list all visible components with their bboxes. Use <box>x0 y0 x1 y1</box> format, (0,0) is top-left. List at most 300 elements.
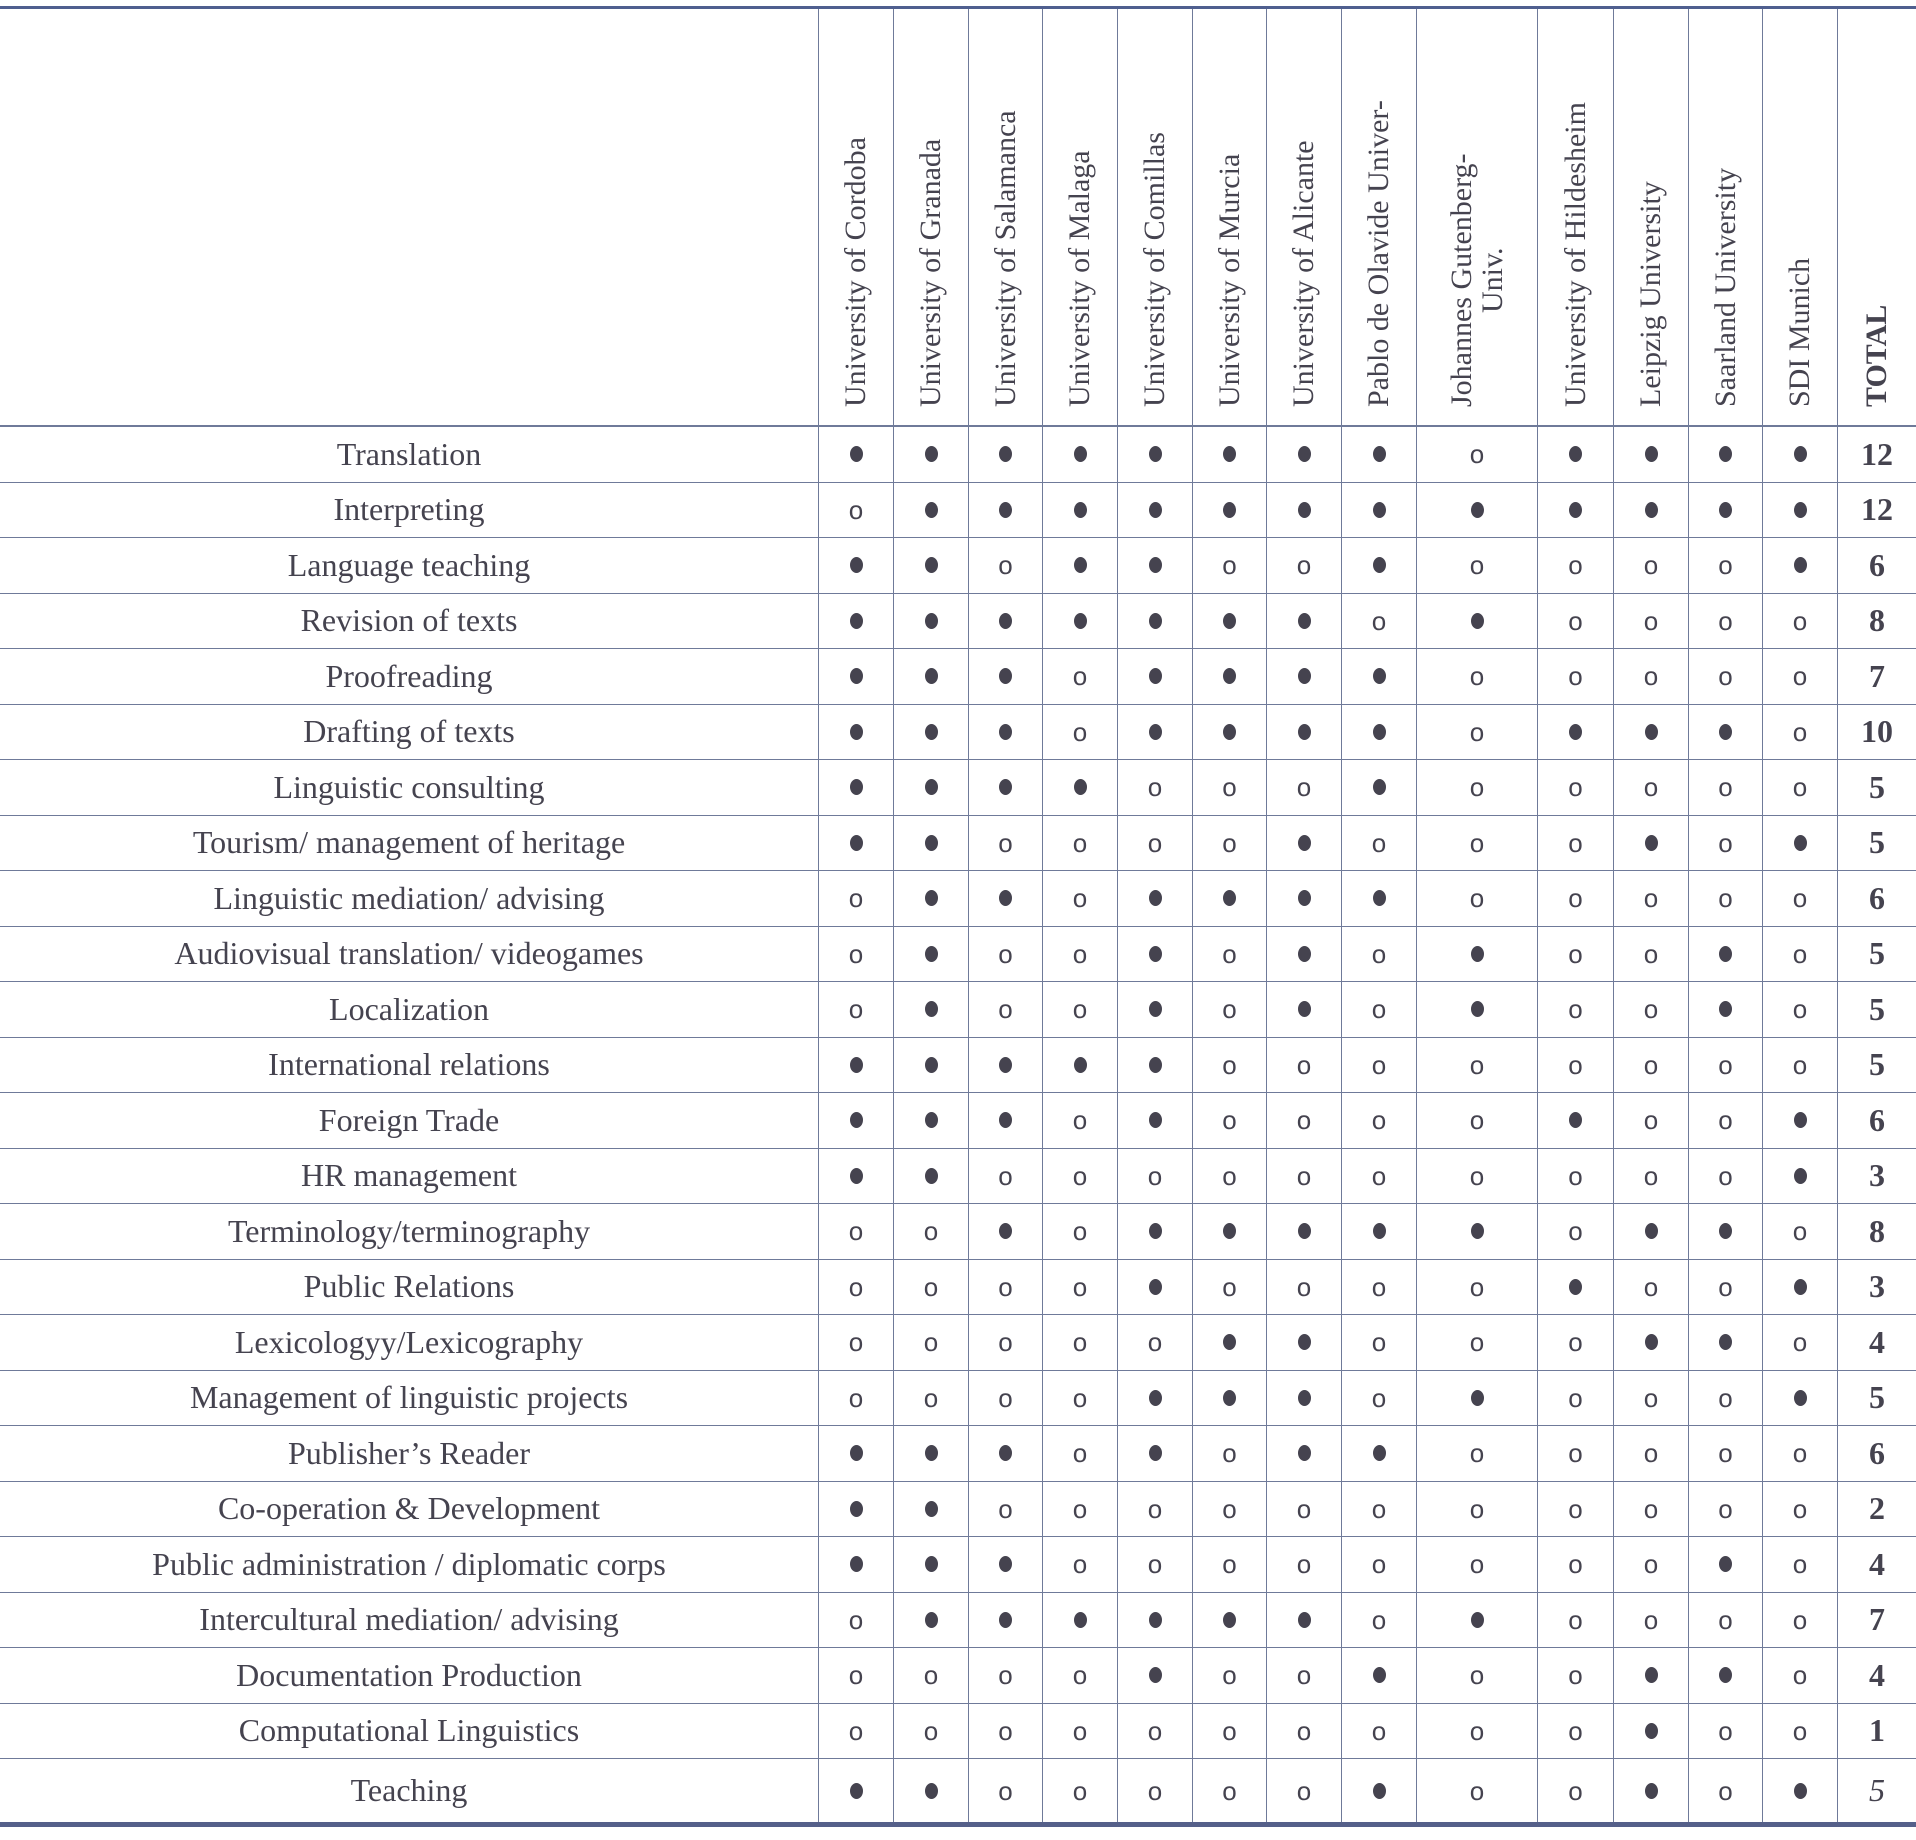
cell-no <box>1192 927 1266 982</box>
table-row <box>0 816 1916 872</box>
cell-no <box>1416 816 1537 871</box>
row-total-value: 5 <box>1869 824 1885 861</box>
filled-dot-icon <box>925 613 938 629</box>
filled-dot-icon <box>1794 557 1807 573</box>
row-label: Linguistic mediation/ advising <box>213 879 605 916</box>
empty-mark: o <box>1072 1160 1088 1191</box>
empty-mark: o <box>1072 1775 1088 1806</box>
empty-mark: o <box>1792 883 1808 914</box>
empty-mark: o <box>998 1493 1013 1524</box>
cell-no <box>1266 1704 1341 1759</box>
cell-no <box>1042 1260 1117 1315</box>
cell-no <box>1537 1204 1613 1259</box>
cell-yes <box>1266 483 1341 538</box>
empty-mark: o <box>1072 1715 1088 1746</box>
cell-yes <box>818 594 893 649</box>
cell-yes <box>1341 705 1416 760</box>
filled-dot-icon <box>1794 446 1807 462</box>
empty-mark: o <box>1469 1715 1485 1746</box>
filled-dot-icon <box>1074 613 1087 629</box>
cell-no <box>1192 1482 1266 1537</box>
filled-dot-icon <box>925 779 938 795</box>
empty-mark: o <box>1072 994 1088 1025</box>
filled-dot-icon <box>1074 1612 1087 1628</box>
cell-yes <box>1613 1704 1688 1759</box>
empty-mark: o <box>1469 883 1485 914</box>
empty-mark: o <box>848 1271 864 1302</box>
empty-mark: o <box>1718 1049 1733 1080</box>
cell-no <box>1537 1704 1613 1759</box>
cell-no <box>1613 1482 1688 1537</box>
cell-yes <box>893 1537 968 1592</box>
row-total-value: 6 <box>1869 1434 1885 1471</box>
empty-mark: o <box>1072 1327 1088 1358</box>
filled-dot-icon <box>850 1168 863 1184</box>
empty-mark: o <box>1222 550 1237 581</box>
filled-dot-icon <box>1298 1390 1311 1406</box>
cell-yes <box>1117 483 1192 538</box>
cell-no <box>1762 1537 1837 1592</box>
cell-no <box>1192 760 1266 815</box>
cell-yes <box>1117 705 1192 760</box>
filled-dot-icon <box>925 1783 938 1799</box>
cell-no <box>968 1315 1042 1370</box>
filled-dot-icon <box>925 1445 938 1461</box>
cell-no <box>893 1371 968 1426</box>
empty-mark: o <box>1643 938 1659 969</box>
cell-no <box>1688 649 1762 704</box>
cell-no <box>1688 1038 1762 1093</box>
cell-no <box>1762 1482 1837 1537</box>
filled-dot-icon <box>1298 502 1311 518</box>
empty-mark: o <box>1469 827 1485 858</box>
filled-dot-icon <box>1373 890 1386 906</box>
empty-mark: o <box>1718 605 1733 636</box>
cell-no <box>1192 816 1266 871</box>
cell-yes <box>1117 871 1192 926</box>
filled-dot-icon <box>1471 1001 1484 1017</box>
filled-dot-icon <box>1223 724 1236 740</box>
filled-dot-icon <box>1645 446 1658 462</box>
cell-no <box>968 1704 1042 1759</box>
table-row <box>0 594 1916 650</box>
empty-mark: o <box>1792 772 1808 803</box>
cell-no <box>1042 1759 1117 1822</box>
column-header <box>1341 9 1416 425</box>
cell-yes <box>818 427 893 482</box>
filled-dot-icon <box>1645 1723 1658 1739</box>
filled-dot-icon <box>999 1112 1012 1128</box>
cell-yes <box>818 1149 893 1204</box>
filled-dot-icon <box>925 668 938 684</box>
filled-dot-icon <box>850 446 863 462</box>
filled-dot-icon <box>925 946 938 962</box>
cell-no <box>1416 760 1537 815</box>
empty-mark: o <box>848 994 864 1025</box>
cell-yes <box>1416 1204 1537 1259</box>
filled-dot-icon <box>925 1112 938 1128</box>
row-label: Publisher’s Reader <box>287 1434 531 1471</box>
empty-mark: o <box>1469 1493 1485 1524</box>
cell-no <box>893 1260 968 1315</box>
filled-dot-icon <box>1074 557 1087 573</box>
cell-no <box>1192 1260 1266 1315</box>
filled-dot-icon <box>1149 613 1162 629</box>
row-total-value: 7 <box>1869 657 1885 694</box>
empty-mark: o <box>1222 1493 1237 1524</box>
empty-mark: o <box>1568 1493 1583 1524</box>
cell-no <box>1613 982 1688 1037</box>
row-total <box>1837 927 1916 982</box>
empty-mark: o <box>998 1271 1013 1302</box>
cell-no <box>1762 927 1837 982</box>
row-total <box>1837 1593 1916 1648</box>
filled-dot-icon <box>925 557 938 573</box>
column-header-label: Leipzig University <box>1634 181 1667 407</box>
cell-no <box>893 1204 968 1259</box>
empty-mark: o <box>1072 1549 1088 1580</box>
row-total <box>1837 1704 1916 1759</box>
column-header <box>1042 9 1117 425</box>
table-row <box>0 1260 1916 1316</box>
filled-dot-icon <box>1074 1057 1087 1073</box>
row-label: Drafting of texts <box>303 713 515 750</box>
cell-yes <box>968 760 1042 815</box>
empty-mark: o <box>1718 827 1733 858</box>
filled-dot-icon <box>1074 779 1087 795</box>
cell-no <box>1613 594 1688 649</box>
cell-no <box>1192 1759 1266 1822</box>
filled-dot-icon <box>1149 1057 1162 1073</box>
cell-no <box>1266 1149 1341 1204</box>
filled-dot-icon <box>1298 890 1311 906</box>
empty-mark: o <box>1222 827 1237 858</box>
row-total-value: 12 <box>1861 491 1893 528</box>
cell-no <box>818 1648 893 1703</box>
cell-no <box>968 1759 1042 1822</box>
cell-no <box>968 1260 1042 1315</box>
filled-dot-icon <box>999 1556 1012 1572</box>
cell-no <box>1537 927 1613 982</box>
cell-no <box>1117 816 1192 871</box>
cell-no <box>1416 1038 1537 1093</box>
cell-no <box>1192 1426 1266 1481</box>
row-total <box>1837 760 1916 815</box>
row-label: Public Relations <box>303 1268 515 1305</box>
filled-dot-icon <box>1373 446 1386 462</box>
filled-dot-icon <box>925 1168 938 1184</box>
empty-mark: o <box>1469 1049 1485 1080</box>
row-total <box>1837 1038 1916 1093</box>
filled-dot-icon <box>1719 946 1732 962</box>
cell-no <box>1762 1038 1837 1093</box>
cell-no <box>1416 427 1537 482</box>
filled-dot-icon <box>1149 724 1162 740</box>
empty-mark: o <box>1469 1160 1485 1191</box>
filled-dot-icon <box>1794 1390 1807 1406</box>
filled-dot-icon <box>925 502 938 518</box>
cell-no <box>1266 1482 1341 1537</box>
cell-no <box>1613 1426 1688 1481</box>
empty-mark: o <box>1371 1382 1387 1413</box>
cell-yes <box>968 1093 1042 1148</box>
cell-yes <box>1266 1426 1341 1481</box>
cell-yes <box>893 538 968 593</box>
cell-yes <box>1537 483 1613 538</box>
row-total <box>1837 538 1916 593</box>
empty-mark: o <box>1469 1438 1485 1469</box>
cell-yes <box>1341 427 1416 482</box>
filled-dot-icon <box>925 835 938 851</box>
column-header-label: Johannes Gutenberg- Univ. <box>1445 153 1509 407</box>
empty-mark: o <box>1792 1549 1808 1580</box>
cell-no <box>1266 1260 1341 1315</box>
empty-mark: o <box>1371 605 1387 636</box>
filled-dot-icon <box>850 668 863 684</box>
filled-dot-icon <box>999 1612 1012 1628</box>
filled-dot-icon <box>850 613 863 629</box>
cell-no <box>1613 1537 1688 1592</box>
empty-mark: o <box>1568 1438 1583 1469</box>
cell-yes <box>1117 1426 1192 1481</box>
empty-mark: o <box>1469 550 1485 581</box>
cell-yes <box>893 1093 968 1148</box>
cell-no <box>1537 1315 1613 1370</box>
cell-yes <box>968 1038 1042 1093</box>
cell-no <box>1688 1260 1762 1315</box>
column-header <box>818 9 893 425</box>
cell-yes <box>1416 927 1537 982</box>
cell-no <box>1762 1593 1837 1648</box>
column-header-label: SDI Munich <box>1783 257 1816 407</box>
cell-yes <box>818 1093 893 1148</box>
empty-mark: o <box>1371 1715 1387 1746</box>
filled-dot-icon <box>999 1445 1012 1461</box>
cell-no <box>1266 1038 1341 1093</box>
empty-mark: o <box>1792 938 1808 969</box>
empty-mark: o <box>1147 1715 1163 1746</box>
cell-no <box>1341 982 1416 1037</box>
table-row <box>0 1038 1916 1094</box>
empty-mark: o <box>848 883 864 914</box>
cell-no <box>968 1371 1042 1426</box>
row-total <box>1837 871 1916 926</box>
cell-no <box>968 927 1042 982</box>
empty-mark: o <box>1147 1493 1163 1524</box>
empty-mark: o <box>1296 550 1312 581</box>
cell-no <box>818 871 893 926</box>
cell-yes <box>1341 871 1416 926</box>
cell-yes <box>1192 1204 1266 1259</box>
cell-no <box>1416 1537 1537 1592</box>
empty-mark: o <box>1296 1493 1312 1524</box>
cell-no <box>818 1260 893 1315</box>
empty-mark: o <box>1718 661 1733 692</box>
cell-no <box>1762 1426 1837 1481</box>
empty-mark: o <box>998 1160 1013 1191</box>
cell-no <box>1042 1315 1117 1370</box>
cell-no <box>1042 1482 1117 1537</box>
filled-dot-icon <box>1223 668 1236 684</box>
cell-no <box>1042 1204 1117 1259</box>
row-total <box>1837 1315 1916 1370</box>
column-header <box>893 9 968 425</box>
filled-dot-icon <box>1298 724 1311 740</box>
empty-mark: o <box>1568 827 1583 858</box>
empty-mark: o <box>1792 716 1808 747</box>
cell-no <box>1537 1537 1613 1592</box>
table-row <box>0 427 1916 483</box>
filled-dot-icon <box>1471 1223 1484 1239</box>
cell-no <box>893 1704 968 1759</box>
cell-yes <box>818 649 893 704</box>
cell-yes <box>1117 1038 1192 1093</box>
empty-mark: o <box>923 1660 939 1691</box>
column-header-label: University of Hildesheim <box>1558 102 1592 407</box>
empty-mark: o <box>1643 1493 1659 1524</box>
empty-mark: o <box>1147 827 1163 858</box>
cell-yes <box>893 760 968 815</box>
row-total-value: 10 <box>1861 713 1893 750</box>
cell-yes <box>1341 1204 1416 1259</box>
row-total-value: 12 <box>1861 435 1893 472</box>
cell-no <box>1762 1204 1837 1259</box>
cell-no <box>968 1149 1042 1204</box>
cell-no <box>1192 1149 1266 1204</box>
cell-yes <box>1266 1204 1341 1259</box>
cell-no <box>1341 1537 1416 1592</box>
cell-no <box>1341 927 1416 982</box>
filled-dot-icon <box>999 724 1012 740</box>
row-label: Terminology/terminography <box>227 1212 591 1249</box>
cell-no <box>1266 1648 1341 1703</box>
cell-yes <box>968 594 1042 649</box>
cell-no <box>1537 1593 1613 1648</box>
cell-yes <box>1416 1593 1537 1648</box>
empty-mark: o <box>848 1604 864 1635</box>
cell-yes <box>1266 1593 1341 1648</box>
empty-mark: o <box>1296 1105 1312 1136</box>
cell-yes <box>1042 760 1117 815</box>
row-total-value: 4 <box>1869 1545 1885 1582</box>
filled-dot-icon <box>1569 1112 1582 1128</box>
header-row <box>0 9 1916 427</box>
filled-dot-icon <box>999 446 1012 462</box>
filled-dot-icon <box>1569 1279 1582 1295</box>
column-header-label: University of Salamanca <box>988 110 1022 407</box>
column-header-label: University of Murcia <box>1212 153 1246 407</box>
filled-dot-icon <box>1719 446 1732 462</box>
cell-no <box>1613 1093 1688 1148</box>
empty-mark: o <box>1792 661 1808 692</box>
empty-mark: o <box>1371 1105 1387 1136</box>
empty-mark: o <box>1792 1438 1808 1469</box>
empty-mark: o <box>1222 1105 1237 1136</box>
row-label: Localization <box>329 990 489 1027</box>
cell-no <box>1042 982 1117 1037</box>
cell-yes <box>1688 927 1762 982</box>
empty-mark: o <box>1371 1549 1387 1580</box>
column-header-label: University of Alicante <box>1287 140 1320 407</box>
cell-no <box>1416 649 1537 704</box>
column-header <box>968 9 1042 425</box>
filled-dot-icon <box>925 446 938 462</box>
empty-mark: o <box>1147 1160 1163 1191</box>
cell-yes <box>1266 705 1341 760</box>
row-label: Computational Linguistics <box>238 1712 580 1749</box>
filled-dot-icon <box>1149 1445 1162 1461</box>
cell-no <box>1537 649 1613 704</box>
empty-mark: o <box>1296 1160 1312 1191</box>
cell-no <box>1117 1315 1192 1370</box>
filled-dot-icon <box>1719 502 1732 518</box>
filled-dot-icon <box>1223 502 1236 518</box>
empty-mark: o <box>1792 1604 1808 1635</box>
cell-yes <box>1192 594 1266 649</box>
row-total-value: 6 <box>1869 879 1885 916</box>
filled-dot-icon <box>1719 1001 1732 1017</box>
table-row <box>0 1593 1916 1649</box>
empty-mark: o <box>1469 1660 1485 1691</box>
cell-no <box>818 483 893 538</box>
filled-dot-icon <box>1471 1390 1484 1406</box>
cell-yes <box>1117 982 1192 1037</box>
filled-dot-icon <box>1298 1612 1311 1628</box>
cell-yes <box>968 1593 1042 1648</box>
empty-mark: o <box>1643 661 1659 692</box>
cell-yes <box>968 1204 1042 1259</box>
empty-mark: o <box>1568 1160 1583 1191</box>
filled-dot-icon <box>1298 613 1311 629</box>
empty-mark: o <box>1371 1271 1387 1302</box>
cell-no <box>818 982 893 1037</box>
cell-no <box>1416 1426 1537 1481</box>
cell-yes <box>1613 705 1688 760</box>
row-label: Tourism/ management of heritage <box>192 824 626 861</box>
filled-dot-icon <box>1149 668 1162 684</box>
row-label: HR management <box>301 1157 517 1194</box>
filled-dot-icon <box>1149 1390 1162 1406</box>
filled-dot-icon <box>999 613 1012 629</box>
cell-no <box>1762 1704 1837 1759</box>
empty-mark: o <box>1643 994 1659 1025</box>
cell-yes <box>1266 1371 1341 1426</box>
row-label: Linguistic consulting <box>273 768 545 805</box>
row-total-value: 7 <box>1869 1601 1885 1638</box>
cell-no <box>1341 1704 1416 1759</box>
filled-dot-icon <box>1149 1001 1162 1017</box>
cell-yes <box>1762 538 1837 593</box>
column-header <box>1117 9 1192 425</box>
empty-mark: o <box>1568 994 1583 1025</box>
cell-yes <box>1117 427 1192 482</box>
cell-no <box>1613 1149 1688 1204</box>
cell-no <box>1537 1648 1613 1703</box>
cell-yes <box>893 871 968 926</box>
empty-mark: o <box>1072 661 1088 692</box>
cell-yes <box>968 649 1042 704</box>
empty-mark: o <box>998 1660 1013 1691</box>
filled-dot-icon <box>1373 668 1386 684</box>
cell-no <box>1416 1149 1537 1204</box>
row-label: Revision of texts <box>300 602 518 639</box>
cell-yes <box>1192 1371 1266 1426</box>
cell-no <box>1192 1537 1266 1592</box>
empty-mark: o <box>1147 1327 1163 1358</box>
cell-no <box>1613 1593 1688 1648</box>
empty-mark: o <box>1643 772 1659 803</box>
empty-mark: o <box>1469 772 1485 803</box>
